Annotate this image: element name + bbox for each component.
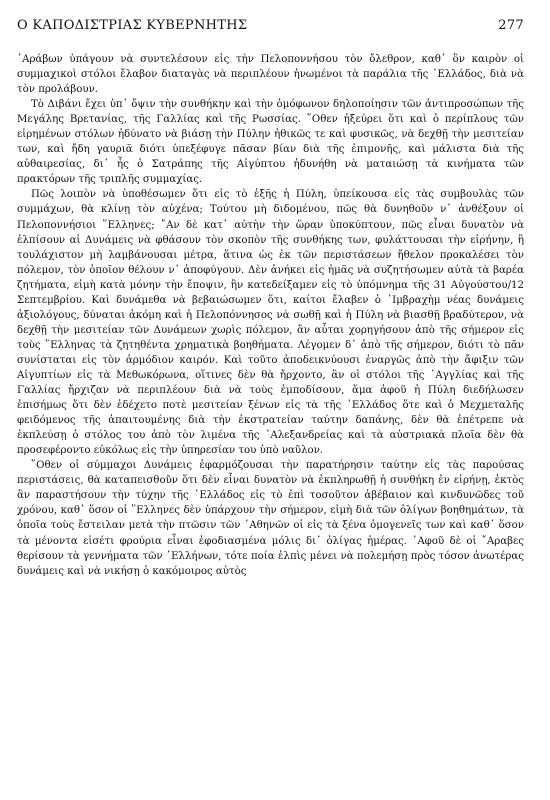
running-header xyxy=(17,18,524,34)
running-title: Ο ΚΑΠΟΔΙΣΤΡΙΑΣ ΚΥΒΕΡΝΗΤΗΣ xyxy=(17,18,248,33)
paragraph: Πῶς λοιπὸν νὰ ὑποθέσωμεν ὅτι εἰς τὸ ἑξῆς ἡ Πύλη, ὑπείκουσα εἰς τὰς συμβουλὰς τῶν συμμάχων, θὰ κλίνῃ τὸν αὐχένα; Τούτου μὴ διδομένου, πῶς θὰ δυνηθοῦν ν᾿ ἀνθέξουν οἱ Πελοποννήσιοι ῞Ελληνες; ῎Αν δὲ κατ᾿ αὐτὴν τὴν ὥραν ὑποκύπτουν, πῶς εἶναι δυνατὸν νὰ ἐλπίσουν αἱ Δυνάμεις νὰ φθάσουν τὸν σκοπὸν τῆς συνθήκης των, φυλάττουσαι τὴν εἰρήνην, ἢ τουλάχιστον μὴ λαμβάνουσαι μέτρα, ἅτινα ὡς ἐκ τῶν περιστάσεων ἤθελον προκαλέσει τὸν πόλεμον, τὸν ὁποῖον θέλουν ν᾿ ἀποφύγουν. Δὲν ἀνήκει εἰς ἡμᾶς νὰ συζητήσωμεν αὐτὰ τὰ βαρέα ζητήματα, εἰμὴ κατὰ μόνην τὴν ἔποψιν, ἣν κατεδείξαμεν εἰς τὸ ὑπόμνημα τῆς 31 Αὐγούστου/12 Σεπτεμβρίου. Καὶ δυνάμεθα νὰ βεβαιώσωμεν ὅτι, καίτοι ἔλαβεν ὁ ᾿Ιμβραχὴμ νέας δυνάμεις ἀξιολόγους, δύναται ἀκόμη καὶ ἡ Πελοπόννησος νὰ σωθῇ καὶ ἡ Πύλη νὰ βιασθῇ βραδύτερον, νὰ δεχθῇ τὴν μεσιτείαν τῶν Δυνάμεων χωρὶς πόλεμον, ἂν αὗται χορηγήσουν ἀπὸ τῆς σήμερον εἰς τοὺς ῞Ελληνας τὰ ζητηθέντα χρηματικὰ βοηθήματα. Λέγομεν δ᾿ ἀπὸ τῆς σήμερον, διότι τὸ πᾶν συνίσταται εἰς τὸν ἁρμόδιον καιρόν. Καὶ τοῦτο ἀποδεικνύουσι ἐναργῶς ἀπὸ τὴν ἄφιξιν τῶν Αἰγυπτίων εἰς τὰ Μεθωκόρωνα, οἵτινες δὲν θὰ ἤρχοντο, ἂν οἱ στόλοι τῆς ᾿Αγγλίας καὶ τῆς Γαλλίας ἤρχιζαν νὰ περιπλέουν διὰ νὰ τοὺς ἐμποδίσουν, ἅμα ἀφοῦ ἡ Πύλη διεδήλωσεν ἐπισήμως ὅτι δὲν ἐδέχετο ποτὲ μεσιτείαν ξένων εἰς τὰ τῆς ῾Ελλάδος ὅτε καὶ ὁ Μεχμεταλῆς φειδόμενος τῆς ἀπαιτουμένης διὰ τὴν ἐκστρατείαν ταύτην δαπάνης, δὲν θὰ ἐπέτρεπε νὰ ἐκπλεύσῃ ὁ στόλος του ἀπὸ τὸν λιμένα τῆς ᾿Αλεξανδρείας καὶ τὰ αὐστριακὰ πλοῖα δὲν θὰ προσεφέροντο εὐκόλως εἰς τὴν ὑπηρεσίαν του ὑπὸ ναῦλον. xyxy=(17,189,524,457)
body-text xyxy=(17,52,524,579)
page-number: 277 xyxy=(498,18,524,33)
paragraph: ᾿Αράβων ὑπάγουν νὰ συντελέσουν εἰς τὴν Πελοποννήσου τὸν ὄλεθρον, καθ᾿ ὃν καιρὸν οἱ συμμαχικοὶ στόλοι ἔλαβον διαταγὰς νὰ περιπλέουν ἡνωμένοι τὰ παράλια τῆς ῾Ελλάδος, διὰ νὰ τὸν προλάβουν. xyxy=(17,54,524,96)
paragraph: Τὸ Διβάνι ἔχει ὑπ᾿ ὄψιν τὴν συνθήκην καὶ τὴν ὁμόφωνον δηλοποίησιν τῶν ἀντιπροσώπων τῆς Μεγάλης Βρετανίας, τῆς Γαλλίας καὶ τῆς Ρωσσίας. ῞Οθεν ἠξεύρει ὅτι καὶ ὁ περίπλους τῶν εἰρημένων στόλων ἠδύνατο νὰ βιάσῃ τὴν Πύλην ἠθικῶς τε καὶ φυσικῶς, νὰ δεχθῇ τὴν μεσιτείαν των, καὶ ἤδη γαυριᾶ διότι ὑπεξέφυγε πᾶσαν βίαν διὰ τῆς ἐπιμονῆς, καὶ μάλιστα διὰ τῆς αὐθαιρεσίας, δι᾿ ἧς ὁ Σατράπης τῆς Αἰγύπτου ἠδυνήθη νὰ ματαιώσῃ τὰ κινήματα τῶν πρακτόρων τῆς τριπλῆς συμμαχίας. xyxy=(17,99,524,186)
paragraph: ῞Οθεν οἱ σύμμαχοι Δυνάμεις ἐφαρμόζουσαι τὴν παρατήρησιν ταύτην εἰς τὰς παρούσας περιστάσεις, θὰ καταπεισθοῦν ὅτι δὲν εἶναι δυνατὸν νὰ ἐκπληρωθῇ ἡ συνθήκη ἐν εἰρήνῃ, ἐκτὸς ἂν παραστήσουν τὴν τύχην τῆς ῾Ελλάδος εἰς τὸ ἐπὶ τοσοῦτον ἀβέβαιον καὶ κινδυνῶδες τοῦ χρόνου, καθ᾿ ὅσον οἱ ῞Ελληνες δὲν ὑπάρχουν τὴν σήμερον, εἰμὴ διὰ τῶν ὀλίγων βοηθημάτων, τὰ ὁποῖα τοὺς ἔστειλαν μετὰ τὴν πτῶσιν τῶν ᾿Αθηνῶν οἱ εἰς τὰ ξένα ὁμογενεῖς των καὶ καθ᾿ ὅσον τὰ μένοντα εἰσέτι φρούρια εἶναι ἐφοδιασμένα μόλις δι᾿ ὀλίγας ἡμέρας. ᾿Αφοῦ δὲ οἱ ῎Αραβες θερίσουν τὰ γεννήματα τῶν ῾Ελλήνων, τότε ποία ἐλπὶς μένει νὰ πολεμήσῃ πρὸς τόσον ἀνωτέρας δυνάμεις καὶ νὰ νικήσῃ ὁ κακόμοιρος αὐτὸς xyxy=(17,460,524,577)
document-page xyxy=(17,18,524,788)
